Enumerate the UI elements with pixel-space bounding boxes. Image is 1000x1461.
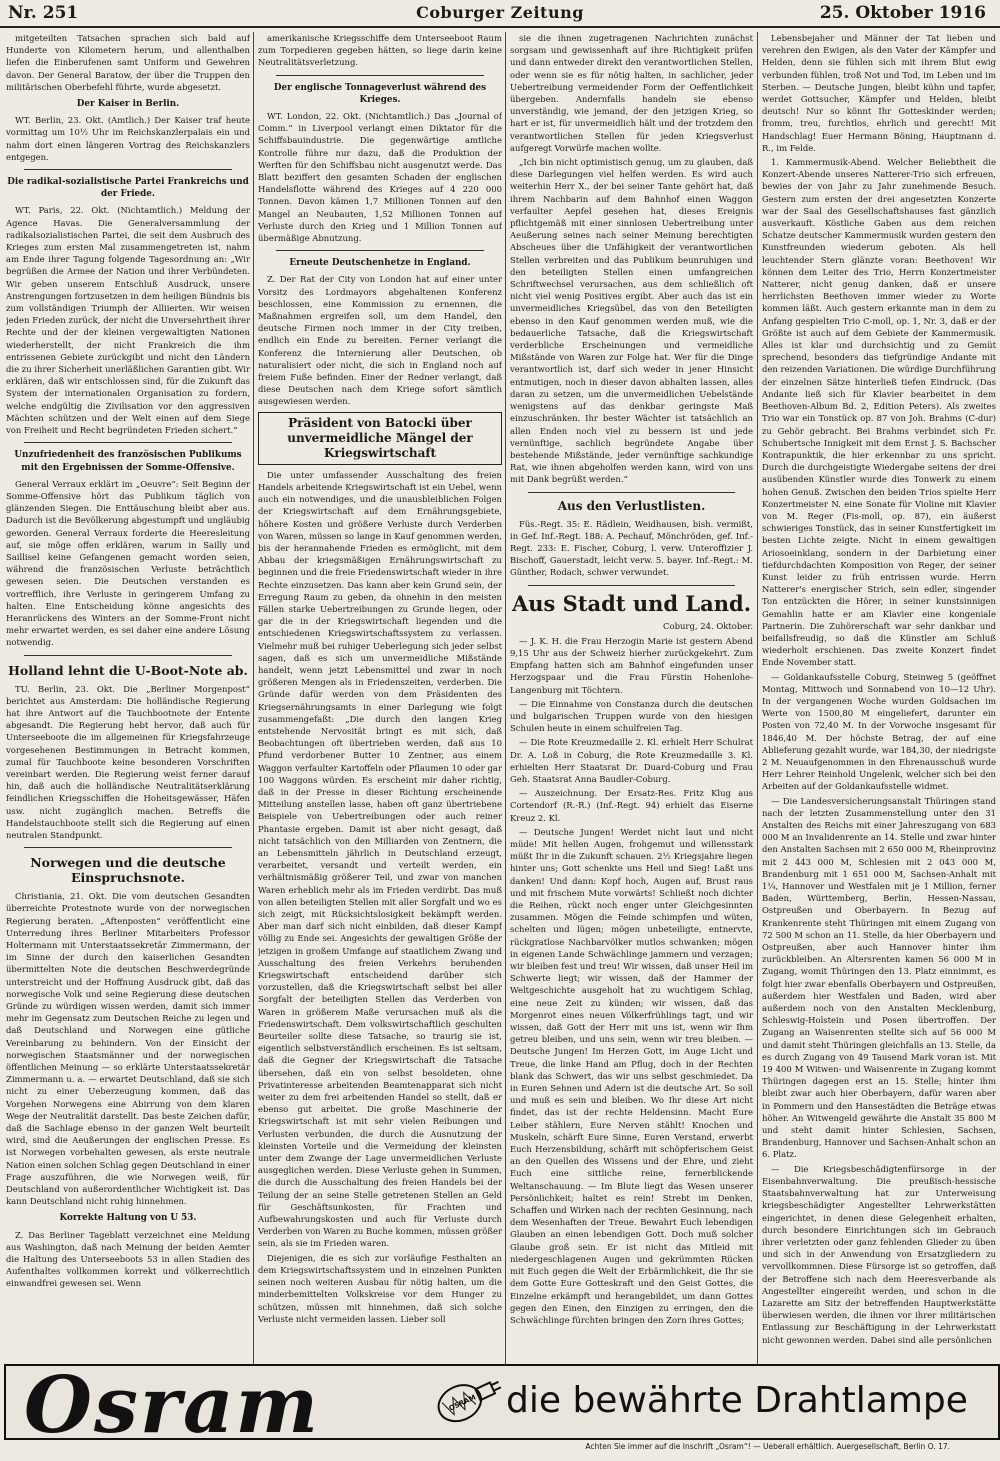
ad-brand: Osram <box>24 1364 321 1440</box>
article-text: Diejenigen, die es sich zur vorläufige Festhalten an dem Kriegswirtschaftssystem und in einzelnen Punkten seinen noch weiteren Ausbau für nötig halten, um die minderbemittelten Volkskreise vor dem Hunger zu schützen, müssen mit hinnehmen, daß sich solche Verluste nicht vermeiden lassen. Lieber soll <box>258 1252 502 1324</box>
separator <box>528 492 735 493</box>
footer-note <box>0 1438 1000 1456</box>
masthead <box>0 0 1000 28</box>
article-text: Lebensbejaher und Männer der Tat lieben und verehren den Ewigen, als den Vater der Kämpfer und Helden, denn sie fühlen sich mit ihrem Blut ewig verbunden fühlen, troß Not und Tod, im Leben und im Sterben. — Deutsche Jungen, bleibt kühn und tapfer, werdet Gottsucher, Kämpfer und Helden, bleibt deutsch! Nur so könnt Ihr Gotteskinder werden; fromm, treu, furchtlos, ehrlich und gerecht! Mit Handschlag! Euer Hermann Böning, Hauptmann d. R., im Felde. <box>762 33 996 153</box>
article-text: „Ich bin nicht optimistisch genug, um zu glauben, daß diese Darlegungen viel helfen werden. Es wird auch weiterhin Herr X., der bei seiner Tante gehört hat, daß ihrem Nachbarin auf dem Bahnhof einen Waggon verfaulter Aepfel gesehen hat, dieses Ereignis pflichtgemäß mit einer sinnlosen Uebertreibung unter Aeußerung seines nach seiner Meinung berechtigten Abscheues über die Unfähigkeit der verantwortlichen Stellen verbreiten und das Publikum beunruhigen und den beteiligten Stellen einen umfangreichen Schriftwechsel verursachen, aus dem schließlich oft nicht viel wenig Positives ergibt. Aber auch das ist ein unvermeidliches Kriegsübel, das von den Beteiligten ebenso in den Kauf genommen werden muß, wie die bedauerliche Tatsache, daß die Kriegswirtschaft verderbliche Erscheinungen und vermeidliche Mißstände von Waren zur Folge hat. Wer für die Dinge verantwortlich ist, darf sich weder in jener Hinsicht entmutigen, noch in dieser davon abhalten lassen, alles daran zu setzen, um die unvermeidlichen Uebelstände wenigstens auf das denkbar geringste Maß einzuschränken. Ihr bester Wächter ist tatsächlich an allen Enden noch viel zu bessern ist und jede vernünftige, sachlich begründete Angabe über bestehende Mißstände, jeder vernünftige sachkundige Rat, wie ihnen abgeholfen werden kann, wird von uns mit Dank begrüßt werden.“ <box>510 157 753 485</box>
column-1 <box>6 32 250 1364</box>
article-text: WT. Berlin, 23. Okt. (Amtlich.) Der Kaiser traf heute vormittag um 10½ Uhr im Reichskanzlerpalais ein und nahm dort einen längeren Vortrag des Reichskanzlers entgegen. <box>6 115 250 162</box>
separator <box>276 250 484 251</box>
headline-korrekt: Korrekte Haltung von U 53. <box>59 1213 197 1224</box>
article-text: Christiania, 21. Okt. Die vom deutschen Gesandten überreichte Protestnote wurde von der norwegischen Regierung beraten. „Aftenposten“ veröffentlicht eine Unterredung ihres Berliner Mitarbeiters Professor Holtermann mit Unterstaatssekretär Zimmermann, der im Sinne der durch den kaiserlichen Gesandten übermittelten Note die deutschen Beschwerdegründe unterstreicht und der Hoffnung Ausdruck gibt, daß das norwegische Volk und seine Regierung diese deutschen Gründe zu würdigen wissen werden, damit sich immer mehr im Gegensatz zum Deutschen Reiche zu legen und daß Deutschland und Norwegen eine gütliche Vereinbarung zu behindern. Von der Einsicht der norwegischen Staatsmänner und der norwegischen öffentlichen Meinung — so erklärte Unterstaatssekretär Zimmermann u. a. — erwartet Deutschland, daß sie sich nicht zu einer Ueberzeugung kommen, daß das Vorgehen Norwegens eine Abirrung von dem klaren Wege der Neutralität darstellt. Das beste Zeichen dafür, daß die Sachlage ebenso in der ganzen Welt beurteilt wird, sind die Aeußerungen der englischen Presse. Es ist Norwegen vorbehalten gewesen, als erste neutrale Nation einen solchen Schlag gegen Deutschland in einer Frage auszuführen, die wie Norwegen weiß, für Deutschland von außerordentlicher Wichtigkeit ist. Das kann Deutschland nicht ruhig hinnehmen. <box>6 891 250 1207</box>
article-text: — Die Landesversicherungsanstalt Thüringen stand nach der letzten Zusammenstellung unter den 31 Anstalten des Reichs mit einer Jahreszugang von 683 000 M an Invalidenrente an 14. Stelle und zwar hinter den Anstalten Sachsen mit 2 650 000 M, Rheinprovinz mit 2 443 000 M, Schlesien mit 2 043 000 M, Brandenburg mit 1 651 000 M, Sachsen-Anhalt mit 1¼, Hannover und Westfalen mit je 1 Million, ferner Baden, Württemberg, Berlin, Hessen-Nassau, Ostpreußen und Oberbayern. In Bezug auf Krankenrente steht Thüringen mit einem Zugang von 72 500 M schon an 11. Stelle, da hier Oberbayern und Ostpreußen, aber auch Hannover hinter ihm zurückbleiben. An Altersrenten kamen 56 000 M in Zugang, womit Thüringen den 13. Platz einnimmt, es folgt hier zwar ebenfalls Oberbayern und Ostpreußen, außerdem hier Westfalen und Baden, wird aber außerdem noch von den Anstalten Mecklenburg, Schleswig-Holstein und Posen übertroffen. Der Zugang an Waisenrenten stellte sich auf 56 000 M und damit steht Thüringen gleichfalls an 13. Stelle, da es durch Zugang von 49 Tausend Mark voran ist. Mit 19 400 M Witwen- und Waisenrente in Zugang kommt Thüringen dagegen erst an 15. Stelle; hinter ihm bleibt zwar auch hier Oberbayern, dafür waren aber in Pommern und den Hansestädten die Beträge etwas höher. An Witwengeld gewährte die Anstalt 35 800 M und steht damit hinter Schlesien, Sachsen, Brandenburg, Hannover und Sachsen-Anhalt schon an 6. Platz. <box>762 795 996 1160</box>
separator <box>276 75 484 76</box>
article-text: Z. Das Berliner Tageblatt verzeichnet eine Meldung aus Washington, daß nach Meinung der beiden Aemter die Haltung des Unterseeboots 53 in allen Stadien des Aufenthaltes vollkommen korrekt und völkerrechtlich einwandfrei gewesen sei. Wenn <box>6 1229 250 1289</box>
headline-batocki: Präsident von Batocki über unvermeidliche Mängel der Kriegswirtschaft <box>287 415 473 460</box>
headline-stadt-und-land: Aus Stadt und Land. <box>511 590 752 616</box>
article-text: — Die Rote Kreuzmedaille 2. Kl. erhielt Herr Schulrat Dr. A. Loß in Coburg, die Rote Kreuzmedaille 3. Kl. erhielten Herr Staatsrat Dr. Duard-Coburg und Frau Geh. Staatsrat Anna Baudler-Coburg. <box>510 737 753 784</box>
bulb-label: OSRAM <box>447 1393 478 1413</box>
light-bulb-icon <box>424 1370 510 1434</box>
footer-text: Achten Sie immer auf die Inschrift „Osram“! — Ueberall erhältlich. Auergesellschaft, Berlin O. 17. <box>585 1442 950 1451</box>
article-text: Füs.-Regt. 35: E. Rädlein, Weidhausen, bish. vermißt, in Gef. Inf.-Regt. 188: A. Pechauf, Mönchröden, gef. Inf.-Regt. 233: E. Fischer, Coburg, l. verw. Unteroffizier J. Bischoff, Gauerstadt, leicht verw. 5. bayer. Inf.-Regt.: M. Günther, Rodach, schwer verwundet. <box>510 518 753 578</box>
headline-verlustlisten: Aus den Verlustlisten. <box>557 498 706 513</box>
ad-slogan: die bewährte Drahtlampe <box>506 1380 968 1421</box>
headline-hetze: Erneute Deutschenhetze in England. <box>289 258 471 269</box>
headline-partei: Die radikal-sozialistische Partei Frankreichs und der Friede. <box>7 177 249 200</box>
article-text: — Die Einnahme von Constanza durch die deutschen und bulgarischen Truppen wurde von den hiesigen Schulen heute in einem schulfreien Tag. <box>510 698 753 734</box>
headline-kaiser: Der Kaiser in Berlin. <box>76 99 180 110</box>
osram-advertisement <box>4 1364 1000 1440</box>
separator <box>528 585 735 586</box>
separator <box>24 442 232 443</box>
article-text: Z. Der Rat der City von London hat auf einer unter Vorsitz des Lordmayors abgehaltenen Konferenz beschlossen, eine Kommission zu ernennen, die Maßnahmen ergreifen soll, um dem Handel, den deutsche Firmen noch immer in der City treiben, endlich ein Ende zu bereiten. Ferner verlangt die Konferenz die Internierung aller Deutschen, ob naturalisiert oder nicht, die sich in England noch auf freiem Fuße befinden. Einer der Redner verlangt, daß diese Deutschen nach dem Kriege sofort sämtlich ausgewiesen werden. <box>258 274 502 407</box>
article-text: sie die ihnen zugetragenen Nachrichten zunächst sorgsam und gewissenhaft auf ihre Richtigkeit prüfen und dann entweder direkt den verantwortlichen Stellen, oder wenn sie es für nötig halten, in sachlicher, jeder Uebertreibung vermeidender Form der Oeffentlichkeit übergeben. Andernfalls handeln sie ebenso unverständig, wie jemand, der den jetzigen Krieg, so hart er ist, für unvermeidlich hält und der trotzdem den verantwortlichen Stellen für jeden Kriegsverlust aufgeregt Vorwürfe machen wollte. <box>510 33 753 153</box>
separator <box>24 847 232 848</box>
article-text: — Auszeichnung. Der Ersatz-Res. Fritz Klug aus Cortendorf (R.-R.) (Inf.-Regt. 94) erhielt das Eiserne Kreuz 2. Kl. <box>510 788 753 823</box>
article-text: 1. Kammermusik-Abend. Welcher Beliebtheit die Konzert-Abende unseres Natterer-Trio sich erfreuen, bewies der von Jahr zu Jahr zunehmende Besuch. Gestern zum ersten der drei angesetzten Konzerte war der Saal des Gesellschaftshauses fast gänzlich ausverkauft. Köstliche Gaben aus dem reichen Schatze deutscher Kammermusik wurden gestern den Kunstfreunden wiederum geboten. Als hell leuchtender Stern glänzte voran: Beethoven! Wir können dem Leiter des Trio, Herrn Konzertmeister Natterer, nicht genug danken, daß er unsere herrlichsten Beethoven immer wieder zu Worte kommen läßt. Auch gestern erkannte man in dem zu Anfang gespielten Trio C-moll, op. 1, Nr. 3, daß er der Größte ist auch auf dem Gebiete der Kammermusik. Alles ist klar und durchsichtig und zu Gemüt sprechend, besonders das tiefgründige Andante mit den reizenden Variationen. Die würdige Durchführung der einzelnen Sätze hinterließ tiefen Eindruck. (Das Andante ließ sich für Klavier bearbeitet in dem Beethoven-Album Bd. 2, Edition Peters). Als zweites Trio war ein Tonstück op. 87 von Joh. Brahms (C-dur) zu Gehör gebracht. Bei Brahms verbindet sich Fr. Schubertsche Innigkeit mit dem Ernst J. S. Bachscher Kontrapunktik, die hier erkennbar zu uns spricht. Durch die durchgeistigte Wiedergabe seitens der drei ausübenden Künstler wurde dies Tonwerk zu einem hohen Genuß. Zwischen den beiden Trios spielte Herr Konzertmeister N. eine Sonate für Violine mit Klavier von M. Reger (Fis-moll, op. 87), ein äußerst schwieriges Tonstück, das in seiner Kunstfertigkeit im besten Lichte zeigte. Nicht in einem gewaltigen Ariosoeinklang, sondern in der Darbietung einer tiefdurchdachten Komposition von Reger, der seiner Kunst leider zu früh entrissen wurde. Herrn Natterer's energischer Strich, sein edler, singender Ton entzückten die Hörer, in seiner kunstsinnigen Gemahlin hatte er am Klavier eine kongeniale Partnerin. Die Zuhörerschaft war sehr dankbar und beifallsfreudig, so daß die Künstler am Schluß wiederholt erschienen. Das zweite Konzert findet Ende November statt. <box>762 157 996 668</box>
headline-tonnage: Der englische Tonnageverlust während des Krieges. <box>273 82 487 105</box>
column-3 <box>510 32 753 1364</box>
article-text: WT. London, 22. Okt. (Nichtamtlich.) Das „Journal of Comm.“ in Liverpool verlangt einen Diktator für die Schiffsbauindustrie. Die gegenwärtige amtliche Kontrolle führe nur dazu, daß die Produktion der Werften für den Schiffsbau nicht ausgenutzt werde. Das Blatt beziffert den gesamten Schaden der englischen Handelsflotte während des Krieges auf 4 220 000 Tonnen. Davon kämen 1,7 Millionen Tonnen auf den Mangel an Neubauten, 1,52 Millionen Tonnen auf Verluste durch den Krieg und 1 Million Tonnen auf übermäßige Abnutzung. <box>258 111 502 244</box>
headline-unzufriedenheit: Unzufriedenheit des französischen Publikums mit den Ergebnissen der Somme-Offensive. <box>14 450 242 473</box>
separator <box>24 169 232 170</box>
article-text: amerikanische Kriegsschiffe dem Unterseeboot Raum zum Torpedieren gegeben hätten, so liege darin keine Neutralitätsverletzung. <box>258 33 502 68</box>
article-columns <box>0 32 1000 1364</box>
headline-box <box>258 412 502 465</box>
article-text: — Deutsche Jungen! Werdet nicht laut und nicht müde! Mit hellen Augen, frohgemut und willensstark müßt Ihr in die Zukunft schauen. 2½ Kriegsjahre liegen hinter uns; Gott schenkte uns Heil und Sieg! Laßt uns danken! Und dann: Kopf hoch, Augen auf, Brust raus und mit frischem Mute vorwärts! Schließt noch dichter die Reihen, rückt noch enger unter Gleichgesinnten zusammen. Mögen die Feinde schimpfen und wüten, schelten und lügen; mögen unbeteiligte, entnervte, rückgratlose Nachbarvölker mutlos schwanken; mögen in eigenen Lande Schwächlinge jammern und verzagen; wir bleiben fest und treu! Wir wissen, daß unser Heil im Schwerte liegt; wir wissen, daß der Hammer der Weltgeschichte ausgeholt hat zu wuchtigem Schlag, eine neue Zeit zu künden; wir wissen, daß das Morgenrot eines neuen Völkerfrühlings tagt, und wir wissen, daß Gott der Herr mit uns ist, wenn wir Ihm getreu bleiben, und uns sein, wenn wir treu bleiben. — Deutsche Jungen! Im Herzen Gott, im Auge Licht und Treue, die linke Hand am Pflug, doch in der Rechten blank das Schwert, das wir uns selbst geschmiedet. Da in Euren Sehnen und Adern ist die deutsche Art. So soll und muß es sein und bleiben. Wo Ihr diese Art nicht findet, das ist der rechte Heldensinn. Macht Eure Leiber stählern, Eure Nerven stählt! Knochen und Muskeln, schärft Eure Sinne, Euren Verstand, erwerbt Euch Herzensbildung, schärft mit schöpferischem Geist an den Quellen des Wissens und der Ehre, und zieht Euch eine sittliche reine, fernerblickende Weltanschauung. — Im Blute liegt das Wesen unserer Persönlichkeit; haltet es rein! Strebt im Denken, Schaffen und Wirken nach der rechten Gesinnung, nach dem Wesenhaften der Treue. Bewahrt Euch lebendigen Glauben an einen lebendigen Gott. Doch muß solcher Glaube groß sein. Er ist nicht das Mitleid mit niedergeschlagenen Augen und gekrümmten Rücken mit Euch gegen die Welt der Erbärmlichkeit, die Ihr sie dem Gotte Eure Gotteskraft und den Geist Gottes, die Einzelne erkämpft und herangebildet, um dann Gottes gegen den Einen, den Einzigen zu erringen, den die Schwächlinge fürchten bringen den Zorn ihres Gottes; <box>510 826 753 1325</box>
article-text: TU. Berlin, 23. Okt. Die „Berliner Morgenpost“ berichtet aus Amsterdam: Die holländische Regierung hat ihre Antwort auf die Tauchbootnote der Entente abgesandt. Die Regierung hebt hervor, daß auch für Unterseeboote die im allgemeinen für Kriegsfahrzeuge vorgesehenen Bestimmungen in Betracht kommen, zumal für Tauchboote keine besonderen Vorschriften vereinbart werden. Die Regierung weist ferner darauf hin, daß auch die holländische Neutralitätserklärung feindlichen Kriegsschiffen die Hoheitsgewässer, Häfen usw. nicht zugänglich machen. Betreffs die Handelstauchboote stellt sich die Regierung auf einen neutralen Standpunkt. <box>6 683 250 840</box>
article-text: mitgeteilten Tatsachen sprachen sich bald auf Hunderte von Kilometern herum, und allenthalben liefen die Einberufenen samt Uniform und Gewehren davon. Der General Baratow, der über die Truppen den militärischen Oberbefehl führte, wurde abgesetzt. <box>6 33 250 92</box>
article-text: Die unter umfassender Ausschaltung des freien Handels arbeitende Kriegswirtschaft ist ein Uebel, wenn auch ein notwendiges, und die unausbleiblichen Folgen der Kriegswirtschaft auf dem Ernährungsgebiete, höhere Kosten und größere Verluste durch Verderben von Waren, müssen so lange in Kauf genommen werden, bis der herannahende Frieden es ermöglicht, mit dem Abbau der kriegsmäßigen Ernährungswirtschaft zu beginnen und die freie Friedenswirtschaft wieder in ihre Rechte einzusetzen. Das kann aber kein Grund sein, der Erregung Raum zu geben, da ohnehin in den meisten Fällen starke Uebertreibungen zu Grunde liegen, oder gar die in der Kriegswirtschaft liegenden und die entschiedenen Kriegswirtschaftssystem zu verlassen. Vielmehr muß bei ruhiger Ueberlegung sich jeder selbst sagen, daß es sich um unvermeidliche Mißstände handelt, wenn jetzt Lebensmittel und zwar in noch größeren Mengen als in Friedenszeiten, verderben. Die Gründe dafür werden von dem Präsidenten des Kriegsernährungsamts in einer Darlegung wie folgt zusammengefaßt: „Die durch den langen Krieg entstehende Nervosität bringt es mit sich, daß Beobachtungen oft übertrieben werden, daß aus 10 Pfund verdorbener Butter 10 Zentner, aus einem Waggon verfaulter Kartoffeln oder Pflaumen 10 oder gar 100 Waggons würden. Es erscheint mir daher richtig, daß in der Presse in dieser Richtung erscheinende Mitteilung anstellen lasse, haben oft ganz übertriebene Beispiele von Uebertreibungen oder auch reiner Phantasie ergeben. Damit ist aber nicht gesagt, daß nicht tatsächlich von den Milliarden von Zentnern, die an Lebensmitteln jährlich in Deutschland erzeugt, verarbeitet, versandt und verteilt werden, ein verhältnismäßig größerer Teil, und zwar von manchen Waren erheblich mehr als im Frieden verdirbt. Das muß von allen beteiligten Stellen mit aller Sorgfalt und wo es sich zeigt, mit Rücksichtslosigkeit bekämpft werden. Aber man darf sich nicht einbilden, daß dieser Kampf völlig zu Ende sei. Angesichts der gewaltigen Größe der jetzigen in großem Umfange auf staatlichem Zwang und Ausschaltung des freien Verkehrs beruhenden Kriegswirtschaft entscheidend darüber sich vorzustellen, daß die Kriegswirtschaft selbst bei aller Sorgfalt der beteiligten Stellen das Verderben von Waren in größerem Maße verursachen muß als die Friedenswirtschaft. Dem volkswirtschaftlich geschulten Beurteiler sollte diese Tatsache, so traurig sie ist, eigentlich selbstverständlich erscheinen. Es ist seltsam, daß die Gegner der Kriegswirtschaft die Tatsache übersehen, daß ein von selbst besoldeten, ohne Privatinteresse arbeitenden Beamtenapparat sich nicht weiter zu dem frei arbeitenden Handel so stellt, daß er ebenso gut arbeitet. Die große Maschinerie der Kriegswirtschaft ist mit sehr vielen Reibungen und Verlusten verbunden, die durch die Ausnutzung der kleinsten Vorteile und die Vermeidung der kleinsten unter dem Zwange der Lage unvermeidlichen Verluste ausgeglichen werden. Diese Verluste gehen in Summen, die durch die Ausschaltung des freien Handels bei der Teilung der an seine Stelle getretenen Stellen an Geld für Geschäftsunkosten, für Frachten und Aufbewahrungskosten und auch für Verluste durch Verderben von Waren zu Buche kommen, müssen größer sein, als sie im Frieden waren. <box>258 469 502 1249</box>
column-4 <box>762 32 996 1364</box>
column-2 <box>258 32 502 1364</box>
article-text: General Verraux erklärt im „Oeuvre“: Seit Beginn der Somme-Offensive hört das Publikum täglich von glänzenden Siegen. Die Enttäuschung bleibt aber aus. Dadurch ist die Bevölkerung abgestumpft und ungläubig geworden. General Verraux forderte die Heeresleitung auf, sie möge offen erklären, warum in Sailly und Saillisel keine Gefangenen gemacht worden seien, während die französischen Verluste beträchtlich gewesen seien. Die Deutschen verstanden es vortrefflich, ihre Verluste in geringerem Umfang zu halten. Eine Entscheidung könne angesichts des Heranrückens des Winters an der Somme-Front nicht mehr erwartet werden, es sei daher eine andere Lösung notwendig. <box>6 478 250 648</box>
issue-date: 25. Oktober 1916 <box>819 3 986 23</box>
article-text: — Die Kriegsbeschädigtenfürsorge in der Eisenbahnverwaltung. Die preußisch-hessische Staatsbahnverwaltung hat zur Unterweisung kriegsbeschädigter Angestellter Lehrwerkstätten eingerichtet, in denen diese Gelegenheit erhalten, durch besondere Einrichtungen sich im Gebrauch ihrer verletzten oder ganz fehlenden Glieder zu üben und sich in der Anwendung von Ersatzgliedern zu vervollkommnen. Diese Fürsorge ist so getroffen, daß der Betroffene sich nach dem Heeresverbande als Angestellter eingereiht werden, und schon in die Lazarette am Sitz der betreffenden Hauptwerkstätte überwiesen werden, die ihnen vor ihrer militärischen Entlassung zur Beschäftigung in der Lehrwerkstatt nicht gewonnen werden. Dabei sind alle persönlichen <box>762 1163 996 1345</box>
article-text: — Goldankaufsstelle Coburg, Steinweg 5 (geöffnet Montag, Mittwoch und Sonnabend von 10—12 Uhr). In der vergangenen Woche wurden Goldsachen im Werte von 1500,80 M eingeliefert, darunter ein Posten von 72,40 M. In der Vorwoche insgesamt für 1846,40 M. Der höchste Betrag, der auf eine Ablieferung gezahlt wurde, war 184,30, der niedrigste 2 M. Neuaufgenommen in den Ehrenausschuß wurde Herr Lehrer Reinhold Ungelenk, welcher sich bei den Arbeiten auf der Goldankaufsstelle widmet. <box>762 671 996 792</box>
newspaper-title: Coburger Zeitung <box>416 3 584 22</box>
article-text: WT. Paris, 22. Okt. (Nichtamtlich.) Meldung der Agence Havas. Die Generalversammlung der radikalsozialistischen Partei, die seit dem Ausbruch des Krieges zum ersten Mal zusammengetreten ist, nahm am Ende ihrer Tagung folgende Tagesordnung an: „Wir begrüßen die Armee der Nation und ihrer Verbündeten. Wir geben unserem Entschluß Ausdruck, unsere Anstrengungen fortzusetzen in dem heiligen Bündnis bis zum vollständigen Triumph der Alliierten. Wir weisen jeden Frieden zurück, der nicht die Unversehrtheit ihrer Rechte und der der kleinen vergewaltigten Nationen wiederherstellt, der nicht Frankreich die ihm entrissenen Gebiete zurückgibt und nicht den Ländern die zu ihrer Sicherheit unerläßlichen Garantien gibt. Wir erklären, daß wir entschlossen sind, für die Zukunft das System der internationalen Organisation zu fordern, welche endgültig die Zivilisation vor den aggressiven Mächten schützen und der Welt einen auf dem Siege von Freiheit und Recht begründeten Frieden sichert.“ <box>6 205 250 436</box>
issue-number: Nr. 251 <box>8 3 79 23</box>
headline-norwegen: Norwegen und die deutsche Einspruchsnote. <box>30 855 226 886</box>
dateline: Coburg, 24. Oktober. <box>663 620 753 631</box>
headline-holland: Holland lehnt die U-Boot-Note ab. <box>8 662 248 678</box>
article-text: — J. K. H. die Frau Herzogin Marie ist gestern Abend 9,15 Uhr aus der Schweiz hierher zurückgekehrt. Zum Empfang hatten sich am Bahnhof eingefunden unser Herzogspaar und die Frau Fürstin Hohenlohe-Langenburg mit Töchtern. <box>510 635 753 695</box>
separator <box>24 655 232 656</box>
